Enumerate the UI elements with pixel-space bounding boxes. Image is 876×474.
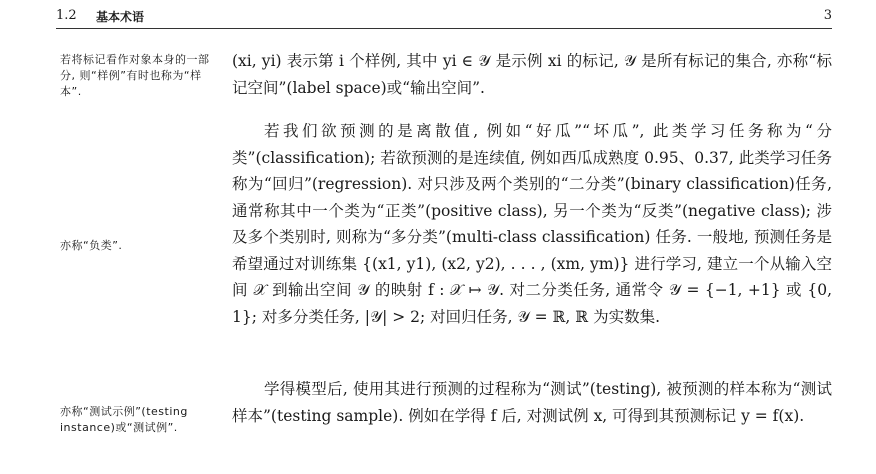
paragraph-text: (xi, yi) 表示第 i 个样例, 其中 yi ∈ 𝒴 是示例 xi 的标记, 𝒴 是所有标记的集合, 亦称“标记空间”(label space)或“输出空间”. <box>232 52 832 97</box>
paragraph-text: 学得模型后, 使用其进行预测的过程称为“测试”(testing), 被预测的样本称为“测试样本”(testing sample). 例如在学得 f 后, 对测试例 x, 可得到其预测标记 y = f(x). <box>232 380 832 425</box>
paragraph-text: 若我们欲预测的是离散值, 例如“好瓜”“坏瓜”, 此类学习任务称为“分类”(classification); 若欲预测的是连续值, 例如西瓜成熟度 0.95、0.37, 此类学习任务称为“回归”(regression). 对只涉及两个类别的“二分类”(binary classification)任务, 通常称其中一个类为“正类”(positive class), 另一个类为“反类”(negative class); 涉及多个类别时, 则称为“多分类”(multi-class classification) 任务. 一般地, 预测任务是希望通过对训练集 {(x1, y1), (x2, y2), . . . , (xm, ym)} 进行学习, 建立一个从输入空间 𝒳 到输出空间 𝒴 的映射 f : 𝒳 ↦ 𝒴. 对二分类任务, 通常令 𝒴 = {−1, +1} 或 {0, 1}; 对多分类任务, |𝒴| > 2; 对回归任务, 𝒴 = ℝ, ℝ 为实数集. <box>232 122 832 326</box>
section-number: 1.2 <box>56 8 77 23</box>
section-title: 基本术语 <box>96 10 145 24</box>
margin-note-negative-class: 亦称“负类”. <box>60 239 123 252</box>
page-number: 3 <box>823 8 832 23</box>
page-header <box>56 6 832 29</box>
paragraph-testing <box>232 376 832 429</box>
paragraph-classification-regression <box>232 118 832 330</box>
paragraph-label-space <box>232 48 832 101</box>
margin-note-testing-instance: 亦称“测试示例”(testing instance)或“测试例”. <box>60 405 188 434</box>
margin-note-sample: 若将标记看作对象本身的一部分, 则“样例”有时也称为“样本”. <box>60 53 210 98</box>
